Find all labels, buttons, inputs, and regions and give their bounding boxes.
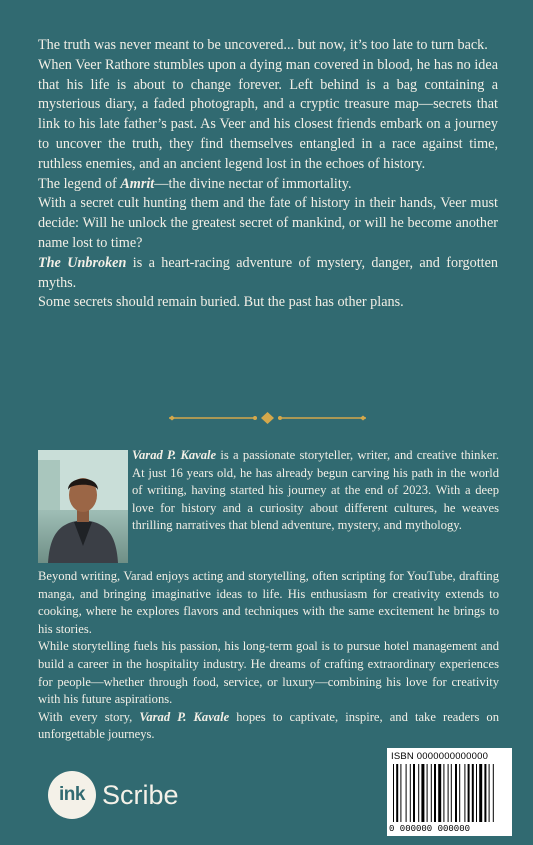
ornamental-divider: [165, 412, 370, 424]
barcode-bars-icon: [393, 764, 506, 822]
author-name: Varad P. Kavale: [132, 448, 217, 462]
blurb-legend: The legend of Amrit—the divine nectar of immortality.: [38, 175, 352, 192]
bio-closing: With every story, Varad P. Kavale hopes to captivate, inspire, and take readers on unforgettable journeys.: [38, 709, 500, 742]
blurb-tagline: The Unbroken is a heart-racing adventure of mystery, danger, and forgotten myths.: [38, 254, 499, 291]
blurb-stakes: With a secret cult hunting them and the fate of history in their hands, Veer must decide: Will he unlock the greatest secret of mankind, or will he become another name lost to time?: [38, 195, 498, 251]
ink-logo-mark: ink: [48, 771, 96, 819]
back-cover-blurb: [38, 36, 498, 313]
blurb-synopsis: When Veer Rathore stumbles upon a dying man covered in blood, he has no idea that his life is about to change forever. Left behind is a bag containing a mysterious diary, a faded photograph, and a cryptic treasure map—secrets that link to his late father’s past. As Veer and his closest friends embark on a journey to uncover the truth, they find themselves entangled in a race against time, ruthless enemies, and an ancient legend lost in the echoes of history.: [38, 56, 498, 172]
bio-hobbies: Beyond writing, Varad enjoys acting and storytelling, often scripting for YouTube, drafting manga, and bringing imaginative ideas to life. His enthusiasm for creativity extends to cooking, where he explores flavors and techniques with the same excitement he brings to his stories.: [38, 569, 499, 636]
blurb-closing: Some secrets should remain buried. But the past has other plans.: [38, 294, 404, 311]
author-photo: [38, 450, 128, 563]
bio-goals: While storytelling fuels his passion, his long-term goal is to pursue hotel management and build a career in the hospitality industry. He dreams of crafting extraordinary experiences for people—whether through food, service, or luxury—combining his love for creativity with his future aspirations.: [38, 639, 499, 707]
publisher-name: Scribe: [102, 779, 179, 810]
author-bio-intro: Varad P. Kavale is a passionate storyteller, writer, and creative thinker. At just 16 years old, he has already begun carving his path in the world of writing, having started his journey at the end of 2023. With a deep love for history and a curiosity about different cultures, he weaves thrilling narratives that blend adventure, mystery, and mythology.: [132, 448, 499, 533]
author-portrait-icon: [38, 450, 128, 563]
amrit-emphasis: Amrit: [120, 175, 155, 192]
isbn-barcode: [387, 748, 512, 836]
book-title-emphasis: The Unbroken: [38, 254, 127, 271]
blurb-hook: The truth was never meant to be uncovered... but now, it’s too late to turn back.: [38, 37, 488, 53]
isbn-label: ISBN 0000000000000: [391, 751, 489, 762]
barcode-digits: 0 000000 000000: [389, 824, 471, 834]
author-name-repeat: Varad P. Kavale: [139, 709, 230, 724]
author-bio-continued: [38, 568, 499, 744]
publisher-logo: [48, 770, 179, 820]
